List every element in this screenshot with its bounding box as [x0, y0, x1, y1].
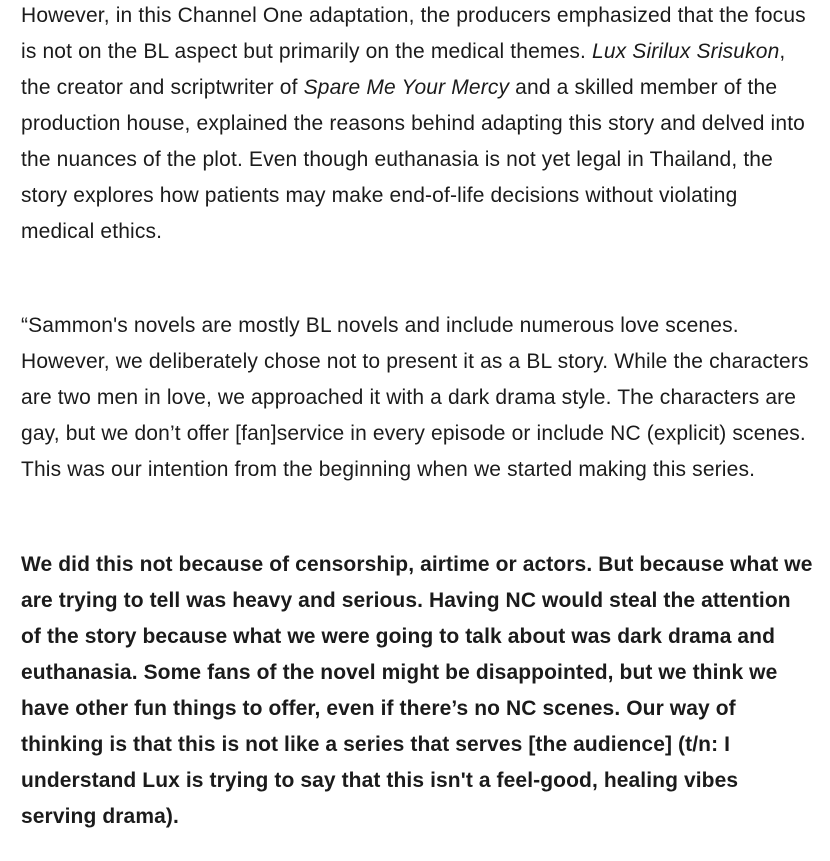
- series-title: Spare Me Your Mercy: [303, 76, 510, 99]
- paragraph-quote-intro: “Sammon's novels are mostly BL novels and include numerous love scenes. However, we deliberately chose not to present it as a BL story. While the characters are two men in love, we approached it with a dark drama style. The characters are gay, but we don’t offer [fan]service in every episode or include NC (explicit) scenes. This was our intention from the beginning when we started making this series.: [21, 314, 809, 481]
- paragraph-adaptation-focus: [21, 0, 816, 250]
- creator-name: Lux Sirilux Srisukon: [592, 40, 780, 63]
- creator-role-text: , the creator and scriptwriter of: [21, 40, 786, 99]
- paragraph-rest-text: and a skilled member of the production house, explained the reasons behind adapting this story and delved into the nuances of the plot. Even though euthanasia is not yet legal in Thailand, the story explores how patients may make end-of-life decisions without violating medical ethics.: [21, 76, 806, 243]
- paragraph-quote-bold: We did this not because of censorship, airtime or actors. But because what we are trying to tell was heavy and serious. Having NC would steal the attention of the story because what we were going to talk about was dark drama and euthanasia. Some fans of the novel might be disappointed, but we think we have other fun things to offer, even if there’s no NC scenes. Our way of thinking is that this is not like a series that serves [the audience] (t/n: I understand Lux is trying to say that this isn't a feel-good, healing vibes serving drama).: [21, 553, 813, 828]
- paragraph-intro-text: However, in this Channel One adaptation, the producers emphasized that the focus is not on the BL aspect but primarily on the medical themes.: [21, 4, 806, 63]
